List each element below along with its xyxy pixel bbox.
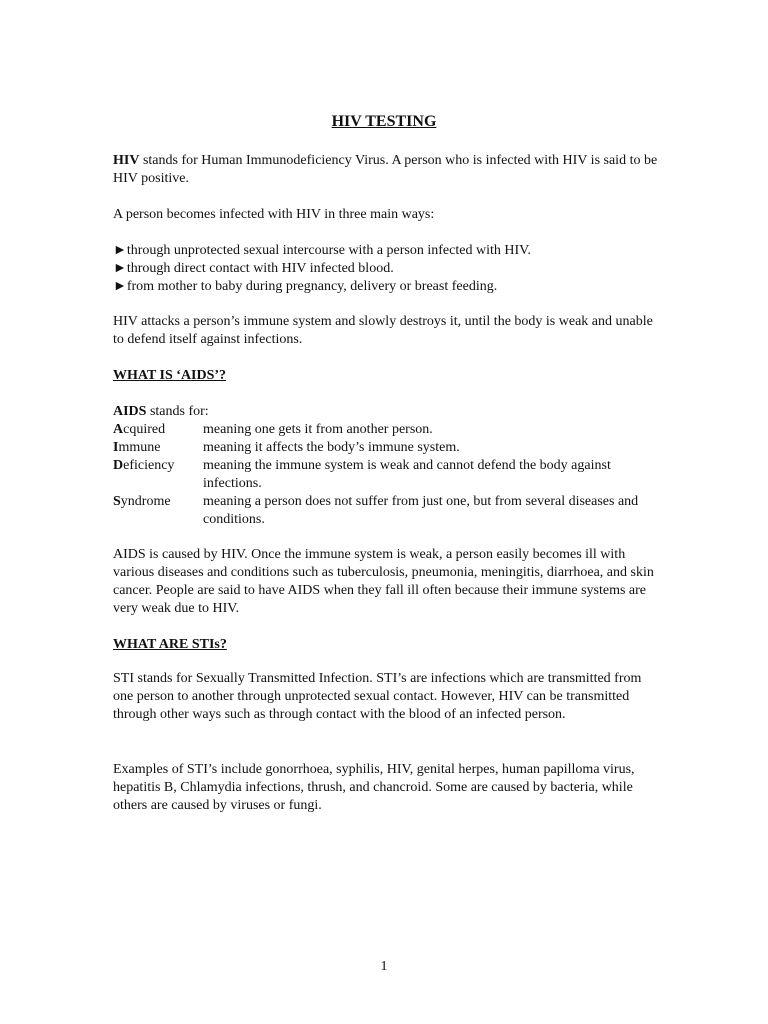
- definition-term: Immune: [113, 440, 161, 455]
- list-item: ►from mother to baby during pregnancy, delivery or breast feeding.: [113, 279, 498, 294]
- list-item: ►through direct contact with HIV infected blood.: [113, 261, 394, 276]
- sti-heading: WHAT ARE STIs?: [113, 637, 227, 652]
- hiv-definition-text: stands for Human Immunodeficiency Virus. A person who is infected with HIV is said to be HIV positive.: [113, 153, 658, 186]
- sti-definition-paragraph: STI stands for Sexually Transmitted Infection. STI’s are infections which are transmitted from one person to another through unprotected sexual contact. However, HIV can be transmitted through other ways such as through contact with the blood of an infected person.: [113, 671, 642, 722]
- definition-meaning: meaning it affects the body’s immune system.: [203, 440, 460, 455]
- aids-term: AIDS: [113, 404, 147, 419]
- definition-row: [113, 421, 658, 439]
- definition-term: Acquired: [113, 422, 166, 437]
- definition-row: [113, 439, 658, 457]
- definition-term: Syndrome: [113, 494, 171, 509]
- definition-row: [113, 493, 658, 529]
- page-number: 1: [380, 959, 388, 974]
- hiv-term: HIV: [113, 153, 140, 168]
- definition-meaning: meaning one gets it from another person.: [203, 422, 433, 437]
- aids-heading: WHAT IS ‘AIDS’?: [113, 368, 227, 383]
- infection-ways-list: [113, 242, 658, 296]
- aids-stands-text: stands for:: [146, 404, 209, 419]
- aids-cause-paragraph: AIDS is caused by HIV. Once the immune system is weak, a person easily becomes ill with various diseases and conditions such as tuberculosis, pneumonia, meningitis, diarrhoea, and skin cancer. People are said to have AIDS when they fall ill often because their immune systems are very weak due to HIV.: [113, 547, 654, 616]
- definition-meaning: meaning the immune system is weak and cannot defend the body against infections.: [203, 458, 611, 491]
- definition-meaning: meaning a person does not suffer from just one, but from several diseases and conditions.: [203, 494, 639, 527]
- infection-ways-intro: A person becomes infected with HIV in three main ways:: [113, 207, 435, 222]
- definition-row: [113, 457, 658, 493]
- definition-term: Deficiency: [113, 458, 175, 473]
- list-item: ►through unprotected sexual intercourse with a person infected with HIV.: [113, 243, 531, 258]
- hiv-definition-paragraph: [113, 152, 658, 188]
- hiv-attack-paragraph: HIV attacks a person’s immune system and slowly destroys it, until the body is weak and unable to defend itself against infections.: [113, 314, 653, 347]
- sti-examples-paragraph: Examples of STI’s include gonorrhoea, syphilis, HIV, genital herpes, human papilloma virus, hepatitis B, Chlamydia infections, thrush, and chancroid. Some are caused by bacteria, while others are caused by viruses or fungi.: [113, 762, 635, 813]
- aids-definition-table: [113, 421, 658, 529]
- aids-stands-for: [113, 403, 658, 421]
- document-title: HIV TESTING: [331, 113, 437, 130]
